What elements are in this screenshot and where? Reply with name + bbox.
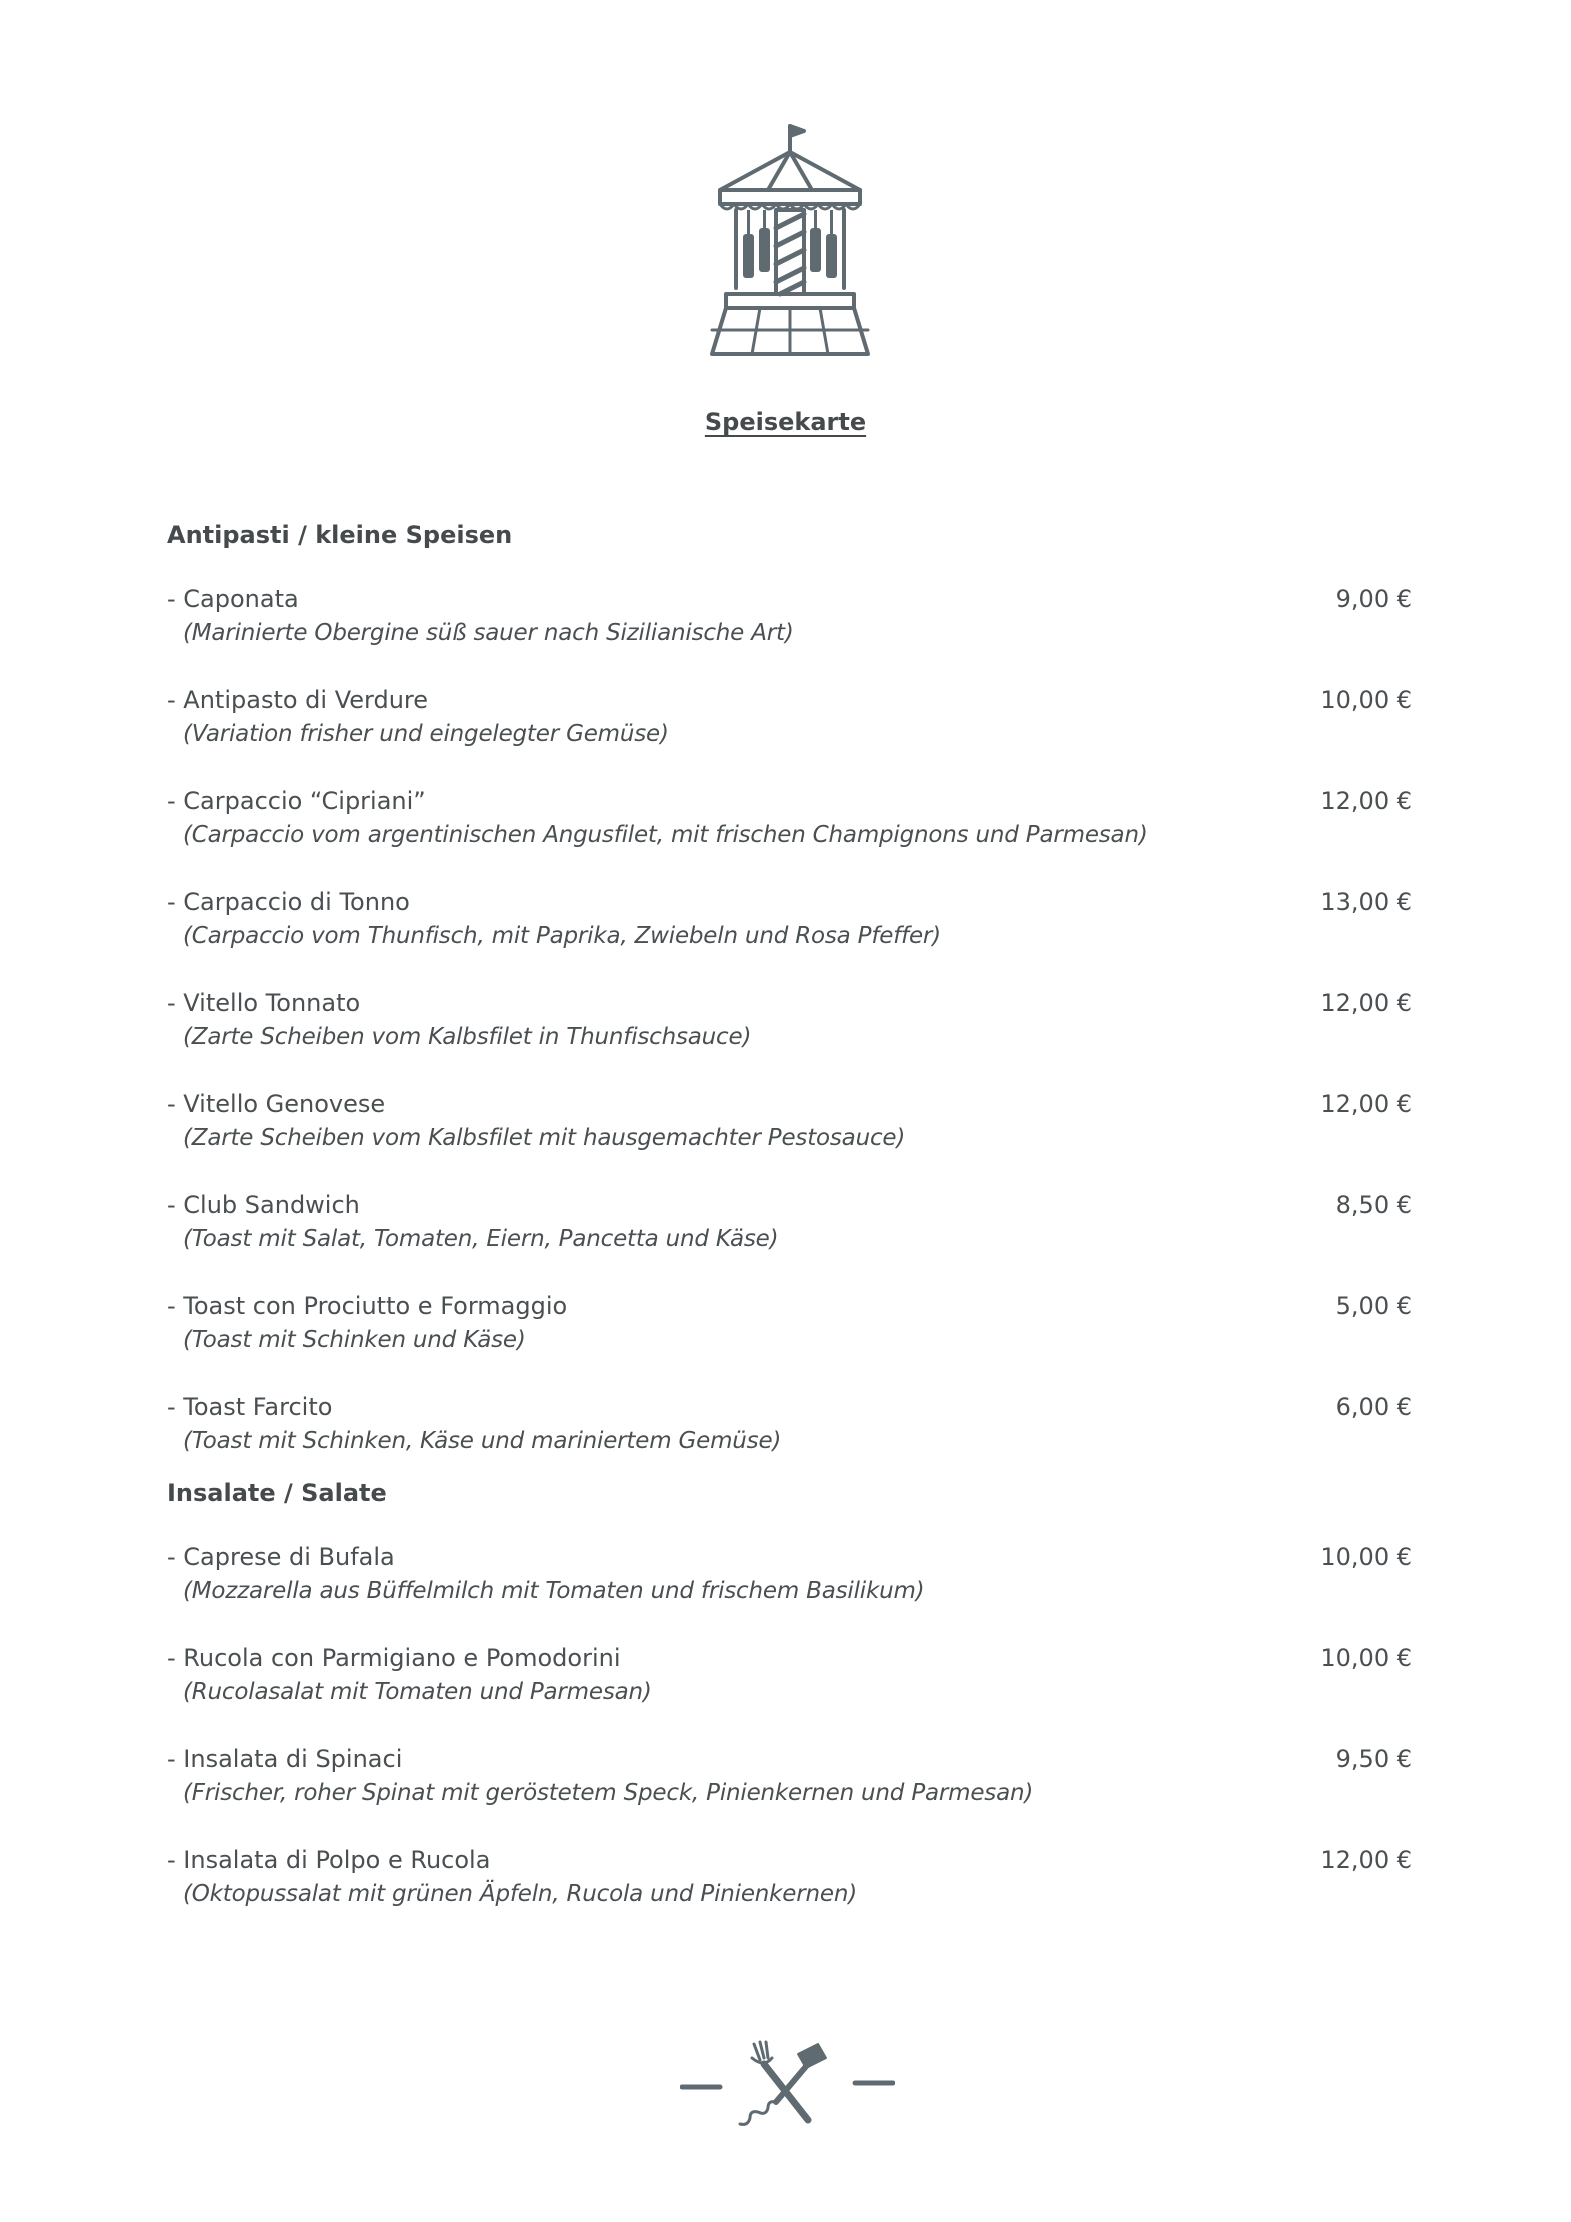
item-name: - Carpaccio “Cipriani”	[167, 787, 426, 815]
menu-item	[167, 1540, 1412, 1641]
menu-item	[167, 986, 1412, 1087]
item-price: 6,00 €	[1335, 1393, 1412, 1421]
page-title: Speisekarte	[704, 408, 867, 436]
item-description: (Mozzarella aus Büffelmilch mit Tomaten und frischem Basilikum)	[183, 1578, 925, 1604]
item-name: - Vitello Genovese	[167, 1090, 386, 1118]
item-price: 10,00 €	[1320, 1543, 1412, 1571]
item-price: 12,00 €	[1320, 1846, 1412, 1874]
item-description: (Marinierte Obergine süß sauer nach Sizilianische Art)	[183, 620, 794, 646]
fork-corkscrew-icon	[680, 2040, 895, 2130]
item-price: 12,00 €	[1320, 787, 1412, 815]
menu-item	[167, 1641, 1412, 1742]
item-name: - Caprese di Bufala	[167, 1543, 395, 1571]
item-description: (Carpaccio vom Thunfisch, mit Paprika, Zwiebeln und Rosa Pfeffer)	[183, 923, 941, 949]
item-name: - Vitello Tonnato	[167, 989, 361, 1017]
carousel-logo-icon	[690, 118, 890, 358]
menu	[167, 518, 1412, 1944]
item-name: - Insalata di Spinaci	[167, 1745, 403, 1773]
item-name: - Rucola con Parmigiano e Pomodorini	[167, 1644, 621, 1672]
section-title: Insalate / Salate	[167, 1479, 387, 1507]
item-name: - Toast con Prociutto e Formaggio	[167, 1292, 568, 1320]
item-description: (Frischer, roher Spinat mit geröstetem Speck, Pinienkernen und Parmesan)	[183, 1780, 1034, 1806]
menu-item	[167, 1289, 1412, 1390]
item-price: 9,00 €	[1335, 585, 1412, 613]
menu-item	[167, 683, 1412, 784]
menu-item	[167, 885, 1412, 986]
menu-item	[167, 784, 1412, 885]
item-name: - Club Sandwich	[167, 1191, 360, 1219]
item-description: (Zarte Scheiben vom Kalbsfilet in Thunfischsauce)	[183, 1024, 752, 1050]
item-price: 9,50 €	[1335, 1745, 1412, 1773]
menu-item	[167, 1843, 1412, 1944]
item-description: (Variation frisher und eingelegter Gemüse)	[183, 721, 669, 747]
menu-item	[167, 1390, 1412, 1472]
item-description: (Zarte Scheiben vom Kalbsfilet mit hausgemachter Pestosauce)	[183, 1125, 906, 1151]
item-name: - Carpaccio di Tonno	[167, 888, 410, 916]
item-price: 12,00 €	[1320, 1090, 1412, 1118]
item-description: (Toast mit Salat, Tomaten, Eiern, Pancetta und Käse)	[183, 1226, 779, 1252]
item-name: - Toast Farcito	[167, 1393, 333, 1421]
menu-item	[167, 1742, 1412, 1843]
item-description: (Oktopussalat mit grünen Äpfeln, Rucola und Pinienkernen)	[183, 1881, 857, 1907]
section-insalate	[167, 1476, 1412, 1944]
item-price: 13,00 €	[1320, 888, 1412, 916]
section-antipasti	[167, 518, 1412, 1472]
menu-item	[167, 582, 1412, 683]
item-name: - Insalata di Polpo e Rucola	[167, 1846, 491, 1874]
item-price: 8,50 €	[1335, 1191, 1412, 1219]
item-description: (Toast mit Schinken und Käse)	[183, 1327, 526, 1353]
menu-item	[167, 1188, 1412, 1289]
item-price: 10,00 €	[1320, 686, 1412, 714]
item-name: - Antipasto di Verdure	[167, 686, 429, 714]
section-title: Antipasti / kleine Speisen	[167, 521, 513, 549]
item-price: 12,00 €	[1320, 989, 1412, 1017]
item-description: (Toast mit Schinken, Käse und mariniertem Gemüse)	[183, 1428, 782, 1454]
item-name: - Caponata	[167, 585, 299, 613]
item-description: (Rucolasalat mit Tomaten und Parmesan)	[183, 1679, 652, 1705]
item-description: (Carpaccio vom argentinischen Angusfilet, mit frischen Champignons und Parmesan)	[183, 822, 1148, 848]
item-price: 10,00 €	[1320, 1644, 1412, 1672]
menu-item	[167, 1087, 1412, 1188]
item-price: 5,00 €	[1335, 1292, 1412, 1320]
